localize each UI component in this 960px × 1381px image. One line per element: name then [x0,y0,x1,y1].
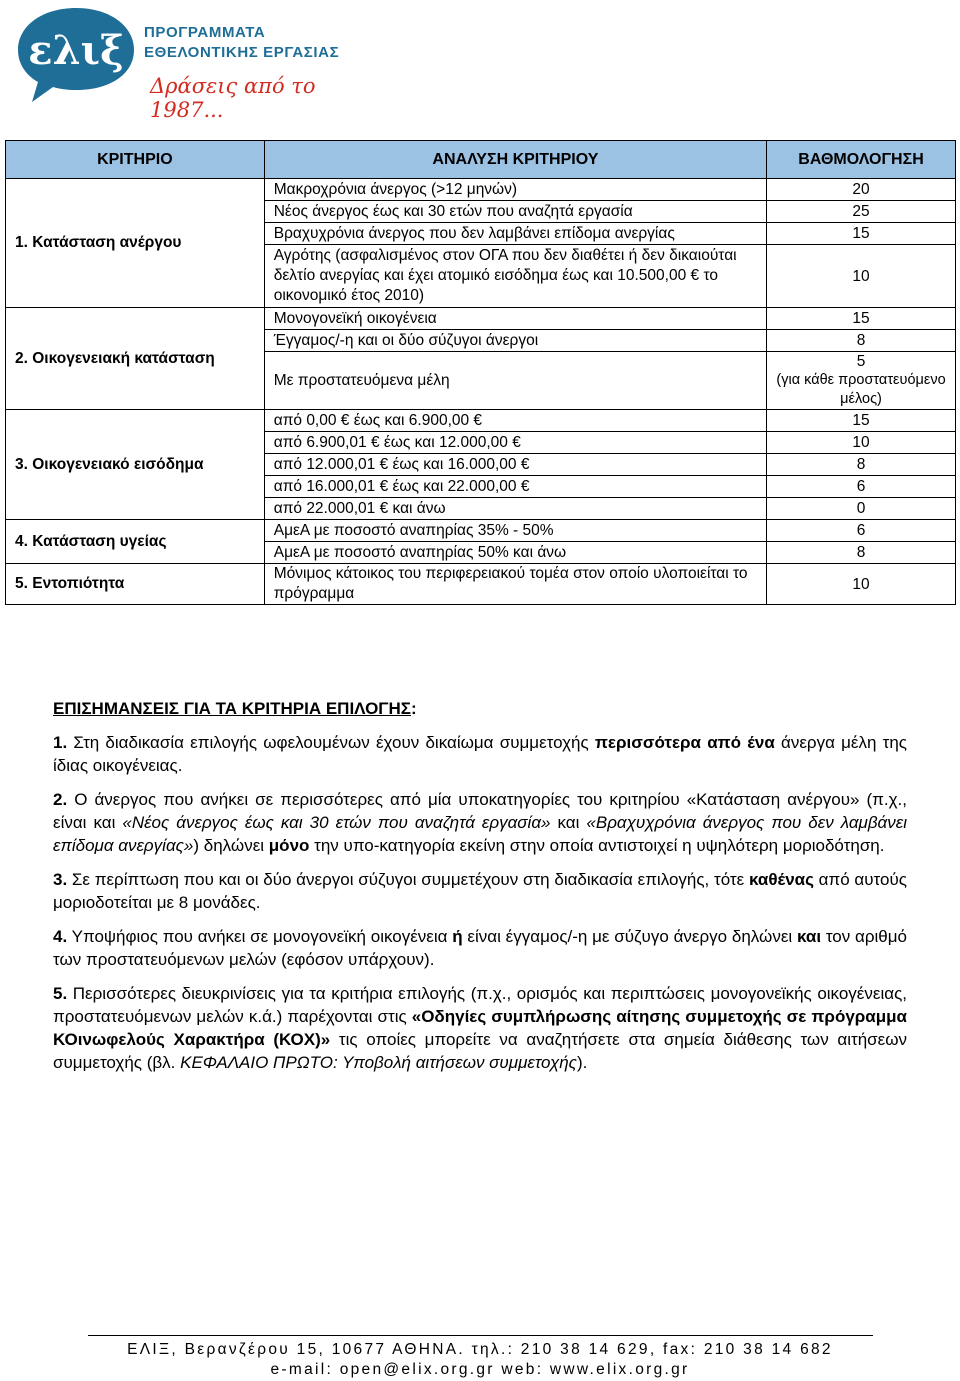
logo-text: ελιξ [28,27,124,74]
note-bold: ή [452,927,463,946]
description-cell: από 0,00 € έως και 6.900,00 € [264,410,766,432]
description-cell: Βραχυχρόνια άνεργος που δεν λαμβάνει επίδομα ανεργίας [264,223,766,245]
note-text: Ο άνεργος που ανήκει σε περισσότερες από μία υποκατηγορίες του κριτηρίου «Κατάσταση ανέργου» (π.χ., είναι και [53,790,907,832]
note-number: 2. [53,790,68,809]
score-cell: 15 [767,308,956,330]
table-row [6,410,956,432]
note-text: από αυτούς μοριοδοτείται με 8 μονάδες. [53,870,907,912]
footer-divider [88,1335,873,1336]
score-cell: 6 [767,520,956,542]
score-cell [767,352,956,410]
score-cell: 8 [767,330,956,352]
score-note: (για κάθε προστατευόμενο μέλος) [776,372,946,407]
speech-bubble-logo-icon [10,4,142,104]
table-row [6,179,956,201]
score-cell: 15 [767,410,956,432]
description-cell: ΑμεΑ με ποσοστό αναπηρίας 50% και άνω [264,542,766,564]
score-cell: 8 [767,454,956,476]
description-cell: Μονογονεϊκή οικογένεια [264,308,766,330]
note-bold: περισσότερα από ένα [594,733,775,752]
description-cell: Μόνιμος κάτοικος του περιφερειακού τομέα στον οποίο υλοποιείται το πρόγραμμα [264,564,766,605]
description-cell: ΑμεΑ με ποσοστό αναπηρίας 35% - 50% [264,520,766,542]
note-bold: καθένας [748,870,814,889]
note-text: και [550,813,587,832]
header-score: ΒΑΘΜΟΛΟΓΗΣΗ [767,141,956,179]
note-italic: «Νέος άνεργος έως και 30 ετών που αναζητά εργασία» [122,813,551,832]
score-cell: 20 [767,179,956,201]
note-1 [53,731,907,777]
note-text: Περισσότερες διευκρινίσεις για τα κριτήρια επιλογής (π.χ., ορισμός και περιπτώσεις μονογονεϊκής οικογένειας, προστατευόμενων μελών κ.ά.) παρέχονται στις [53,984,907,1026]
score-value: 5 [856,353,866,370]
criterion-cell: 1. Κατάσταση ανέργου [6,179,265,308]
score-cell: 0 [767,498,956,520]
description-cell: από 12.000,01 € έως και 16.000,00 € [264,454,766,476]
note-text: Σε περίπτωση που και οι δύο άνεργοι σύζυγοι συμμετέχουν στη διαδικασία επιλογής, τότε [67,870,749,889]
notes-title-colon: : [411,699,417,718]
criterion-cell: 4. Κατάσταση υγείας [6,520,265,564]
criteria-table [5,140,956,605]
note-number: 3. [53,870,68,889]
score-cell: 8 [767,542,956,564]
note-text: ). [576,1053,588,1072]
description-cell: Έγγαμος/-η και οι δύο σύζυγοι άνεργοι [264,330,766,352]
header-analysis: ΑΝΑΛΥΣΗ ΚΡΙΤΗΡΙΟΥ [264,141,766,179]
note-text: ) δηλώνει [193,836,269,855]
description-cell: Μακροχρόνια άνεργος (>12 μηνών) [264,179,766,201]
note-bold: μόνο [268,836,310,855]
criterion-cell: 3. Οικογενειακό εισόδημα [6,410,265,520]
description-cell: από 16.000,01 € έως και 22.000,00 € [264,476,766,498]
note-text: την υπο-κατηγορία εκείνη στην οποία αντιστοιχεί η υψηλότερη μοριοδότηση. [309,836,885,855]
notes-section [53,697,907,1085]
header-criterion: ΚΡΙΤΗΡΙΟ [6,141,265,179]
notes-title-text: ΕΠΙΣΗΜΑΝΣΕΙΣ ΓΙΑ ΤΑ ΚΡΙΤΗΡΙΑ ΕΠΙΛΟΓΗΣ [53,699,411,718]
note-3 [53,868,907,914]
note-number: 4. [53,927,68,946]
logo-title-line2: ΕΘΕΛΟΝΤΙΚΗΣ ΕΡΓΑΣΙΑΣ [144,44,340,61]
description-cell: από 6.900,01 € έως και 12.000,00 € [264,432,766,454]
note-italic: «Βραχυχρόνια άνεργος που δεν λαμβάνει επίδομα ανεργίας» [53,813,907,855]
score-cell: 10 [767,245,956,308]
note-text: Υποψήφιος που ανήκει σε μονογονεϊκή οικογένεια [67,927,453,946]
note-number: 1. [53,733,68,752]
note-text: είναι έγγαμος/-η με σύζυγο άνεργο δηλώνει [462,927,797,946]
table-row [6,564,956,605]
elix-logo [10,4,370,122]
score-cell: 10 [767,432,956,454]
description-cell: από 22.000,01 € και άνω [264,498,766,520]
note-bold: «Οδηγίες συμπλήρωσης αίτησης συμμετοχής σε πρόγραμμα ΚΟινωφελούς Χαρακτήρα (ΚΟΧ)» [53,1007,907,1049]
logo-title-line1: ΠΡΟΓΡΑΜΜΑΤΑ [144,24,266,41]
note-2 [53,788,907,857]
table-row [6,308,956,330]
description-cell: Με προστατευόμενα μέλη [264,352,766,410]
note-text: άνεργα μέλη της ίδιας οικογένειας. [53,733,907,775]
note-5 [53,982,907,1074]
footer-address: ΕΛΙΞ, Βερανζέρου 15, 10677 ΑΘΗΝΑ. τηλ.: 210 38 14 629, fax: 210 38 14 682 [127,1341,833,1358]
note-number: 5. [53,984,68,1003]
criterion-cell: 2. Οικογενειακή κατάσταση [6,308,265,410]
score-cell: 15 [767,223,956,245]
criterion-cell: 5. Εντοπιότητα [6,564,265,605]
score-cell: 25 [767,201,956,223]
description-cell: Αγρότης (ασφαλισμένος στον ΟΓΑ που δεν διαθέτει ή δεν δικαιούται δελτίο ανεργίας και έχει ατομικό εισόδημα έως και 10.500,00 € το οικονομικό έτος 2010) [264,245,766,308]
table-row [6,520,956,542]
description-cell: Νέος άνεργος έως και 30 ετών που αναζητά εργασία [264,201,766,223]
notes-title [53,697,907,720]
note-4 [53,925,907,971]
note-text: τις οποίες μπορείτε να αναζητήσετε στα σημεία διάθεσης των αιτήσεων συμμετοχής (βλ. [53,1030,907,1072]
score-cell: 6 [767,476,956,498]
note-text: Στη διαδικασία επιλογής ωφελουμένων έχουν δικαίωμα συμμετοχής [67,733,595,752]
note-italic: ΚΕΦΑΛΑΙΟ ΠΡΩΤΟ: Υποβολή αιτήσεων συμμετοχής [180,1053,577,1072]
table-header-row [6,141,956,179]
note-text: τον αριθμό των προστατευόμενων μελών (εφόσον υπάρχουν). [53,927,908,969]
score-cell: 10 [767,564,956,605]
logo-slogan: Δράσεις από το 1987... [150,74,316,122]
footer-contact: e-mail: open@elix.org.gr web: www.elix.org.gr [270,1361,690,1378]
note-bold: και [796,927,822,946]
